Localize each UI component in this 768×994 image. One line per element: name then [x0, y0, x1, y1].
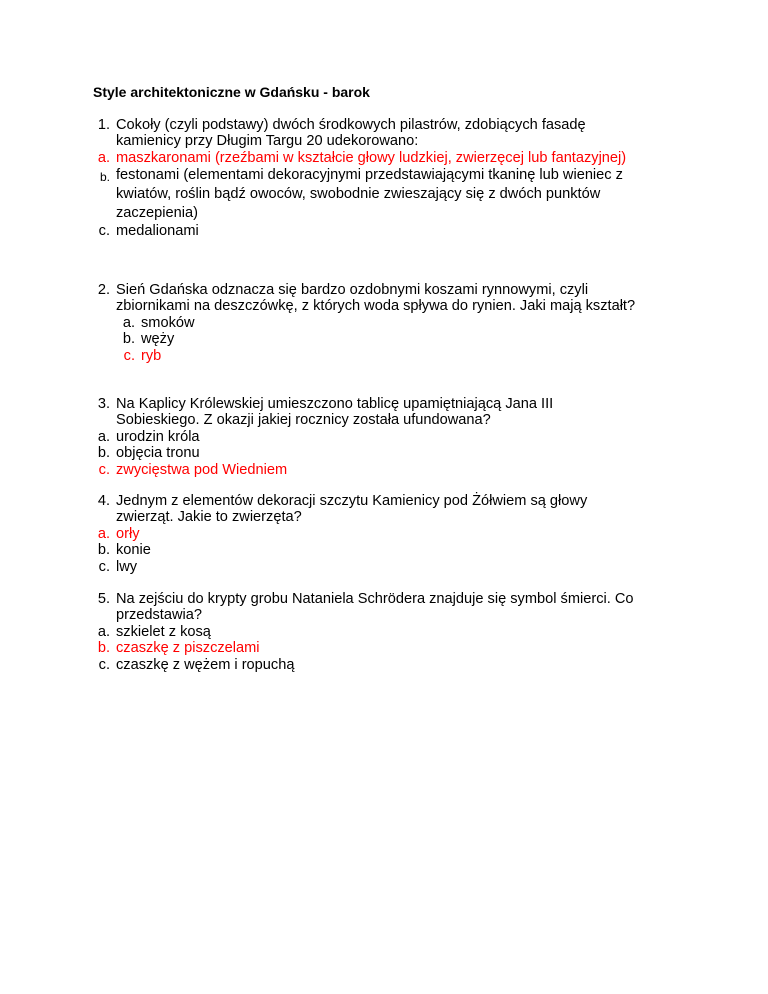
answer-letter: c. — [123, 347, 135, 364]
question-text: Sień Gdańska odznacza się bardzo ozdobnymi koszami rynnowymi, czyli zbiornikami na deszczówkę, z których woda spływa do rynien. Jaki mają kształt? — [116, 282, 636, 315]
answer-text: konie — [116, 542, 151, 559]
question-number: 5. — [97, 591, 110, 607]
answer-c — [0, 559, 768, 575]
answer-text: zwycięstwa pod Wiedniem — [116, 461, 288, 478]
question-text-row — [0, 282, 768, 315]
question-number: 4. — [97, 493, 110, 509]
answer-letter: a. — [97, 623, 110, 640]
answer-a — [0, 429, 768, 445]
answer-letter: a. — [97, 428, 110, 445]
question-text-row — [0, 117, 768, 150]
answer-text: ryb — [141, 347, 162, 364]
answer-text: szkielet z kosą — [116, 623, 211, 640]
answer-a — [0, 315, 768, 331]
answer-b — [0, 166, 768, 223]
answer-text: węży — [141, 331, 175, 348]
answer-letter: c. — [98, 223, 110, 240]
answer-letter: b. — [99, 170, 110, 185]
question-1 — [0, 117, 768, 240]
answer-letter: a. — [122, 314, 135, 331]
answer-text: festonami (elementami dekoracyjnymi przedstawiającymi tkaninę lub wieniec z kwiatów, roślin bądź owoców, swobodnie zwieszający się z dwóch punktów zaczepienia) — [116, 167, 623, 222]
answer-text: czaszkę z piszczelami — [116, 640, 260, 657]
question-3 — [0, 396, 768, 478]
answer-c — [0, 348, 768, 364]
answer-letter: b. — [97, 640, 110, 657]
answer-b — [0, 640, 768, 656]
question-text-row — [0, 396, 768, 429]
document-title: Style architektoniczne w Gdańsku - barok — [93, 84, 370, 100]
question-text-row — [0, 493, 768, 526]
answer-text: smoków — [141, 314, 195, 331]
answer-text: urodzin króla — [116, 428, 200, 445]
answer-letter: c. — [98, 558, 110, 575]
answer-letter: b. — [122, 331, 135, 348]
answer-a — [0, 526, 768, 542]
answer-c — [0, 657, 768, 673]
answer-text: medalionami — [116, 223, 199, 240]
question-number: 1. — [97, 117, 110, 133]
answer-letter: c. — [98, 656, 110, 673]
answer-text: czaszkę z wężem i ropuchą — [116, 656, 295, 673]
answer-b — [0, 542, 768, 558]
answer-letter: a. — [97, 149, 110, 166]
question-2 — [0, 282, 768, 364]
answer-text: maszkaronami (rzeźbami w kształcie głowy ludzkiej, zwierzęcej lub fantazyjnej) — [116, 149, 627, 166]
answer-letter: c. — [98, 461, 110, 478]
answer-text: lwy — [116, 558, 138, 575]
answer-text: orły — [116, 525, 140, 542]
answer-letter: b. — [97, 445, 110, 462]
answer-c — [0, 462, 768, 478]
answer-letter: b. — [97, 542, 110, 559]
question-text: Jednym z elementów dekoracji szczytu Kamienicy pod Żółwiem są głowy zwierząt. Jakie to zwierzęta? — [116, 493, 588, 526]
question-number: 2. — [97, 282, 110, 298]
answer-b — [0, 445, 768, 461]
question-text-row — [0, 591, 768, 624]
question-text: Cokoły (czyli podstawy) dwóch środkowych pilastrów, zdobiących fasadę kamienicy przy Długim Targu 20 udekorowano: — [116, 117, 586, 150]
answer-c — [0, 223, 768, 239]
answer-b — [0, 331, 768, 347]
question-4 — [0, 493, 768, 575]
answer-a — [0, 150, 768, 166]
answer-a — [0, 624, 768, 640]
answer-text: objęcia tronu — [116, 445, 200, 462]
question-text: Na Kaplicy Królewskiej umieszczono tablicę upamiętniającą Jana III Sobieskiego. Z okazji jakiej rocznicy została ufundowana? — [116, 396, 554, 429]
question-number: 3. — [97, 396, 110, 412]
answer-letter: a. — [97, 525, 110, 542]
question-5 — [0, 591, 768, 673]
question-text: Na zejściu do krypty grobu Nataniela Schrödera znajduje się symbol śmierci. Co przedstawia? — [116, 591, 634, 624]
